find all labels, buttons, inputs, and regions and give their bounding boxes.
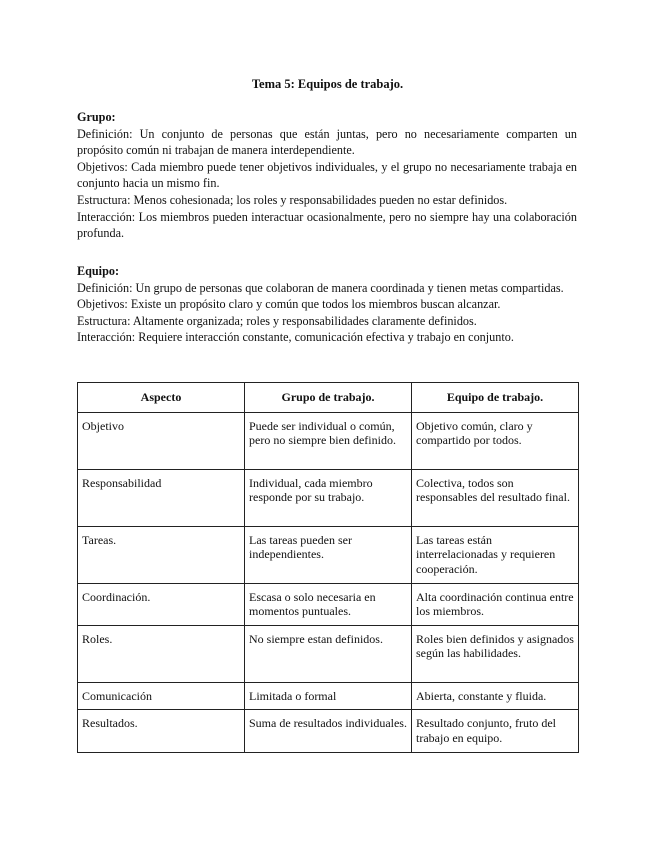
grupo-estructura: Estructura: Menos cohesionada; los roles y responsabilidades pueden no estar definidos. <box>77 192 508 207</box>
table-header-row <box>78 383 579 413</box>
cell-grupo: Escasa o solo necesaria en momentos puntuales. <box>245 583 412 625</box>
grupo-heading: Grupo: <box>77 110 116 124</box>
cell-aspecto: Comunicación <box>78 682 245 710</box>
equipo-estructura: Estructura: Altamente organizada; roles y responsabilidades claramente definidos. <box>77 313 477 328</box>
grupo-definicion: Definición: Un conjunto de personas que están juntas, pero no necesariamente comparten un propósito común ni trabajan de manera interdependiente. <box>77 126 577 158</box>
table-row <box>78 625 579 682</box>
cell-aspecto: Responsabilidad <box>78 469 245 526</box>
table-row <box>78 469 579 526</box>
table-row <box>78 412 579 469</box>
cell-grupo: Limitada o formal <box>245 682 412 710</box>
equipo-interaccion: Interacción: Requiere interacción constante, comunicación efectiva y trabajo en conjunto. <box>77 330 514 345</box>
cell-grupo: Puede ser individual o común, pero no siempre bien definido. <box>245 412 412 469</box>
equipo-definicion: Definición: Un grupo de personas que colaboran de manera coordinada y tienen metas compartidas. <box>77 280 564 295</box>
grupo-objetivos: Objetivos: Cada miembro puede tener objetivos individuales, y el grupo no necesariamente trabaja en conjunto hacia un mismo fin. <box>77 159 577 191</box>
table-row <box>78 526 579 583</box>
cell-equipo: Alta coordinación continua entre los miembros. <box>412 583 579 625</box>
grupo-interaccion: Interacción: Los miembros pueden interactuar ocasionalmente, pero no siempre hay una colaboración profunda. <box>77 209 577 241</box>
cell-grupo: No siempre estan definidos. <box>245 625 412 682</box>
table-row <box>78 682 579 710</box>
cell-equipo: Resultado conjunto, fruto del trabajo en equipo. <box>412 710 579 752</box>
cell-equipo: Objetivo común, claro y compartido por todos. <box>412 412 579 469</box>
cell-aspecto: Roles. <box>78 625 245 682</box>
cell-aspecto: Coordinación. <box>78 583 245 625</box>
grupo-section <box>77 109 577 242</box>
header-grupo: Grupo de trabajo. <box>245 383 412 413</box>
page-title: Tema 5: Equipos de trabajo. <box>251 77 404 91</box>
cell-grupo: Individual, cada miembro responde por su trabajo. <box>245 469 412 526</box>
table-row <box>78 583 579 625</box>
comparison-table <box>77 382 579 753</box>
cell-grupo: Las tareas pueden ser independientes. <box>245 526 412 583</box>
cell-grupo: Suma de resultados individuales. <box>245 710 412 752</box>
equipo-objetivos: Objetivos: Existe un propósito claro y común que todos los miembros buscan alcanzar. <box>77 297 501 312</box>
cell-aspecto: Objetivo <box>78 412 245 469</box>
equipo-heading: Equipo: <box>77 264 120 278</box>
cell-equipo: Abierta, constante y fluida. <box>412 682 579 710</box>
header-aspecto: Aspecto <box>78 383 245 413</box>
cell-equipo: Colectiva, todos son responsables del resultado final. <box>412 469 579 526</box>
cell-aspecto: Resultados. <box>78 710 245 752</box>
cell-aspecto: Tareas. <box>78 526 245 583</box>
cell-equipo: Las tareas están interrelacionadas y requieren cooperación. <box>412 526 579 583</box>
table-row <box>78 710 579 752</box>
header-equipo: Equipo de trabajo. <box>412 383 579 413</box>
equipo-section <box>77 263 577 346</box>
cell-equipo: Roles bien definidos y asignados según las habilidades. <box>412 625 579 682</box>
